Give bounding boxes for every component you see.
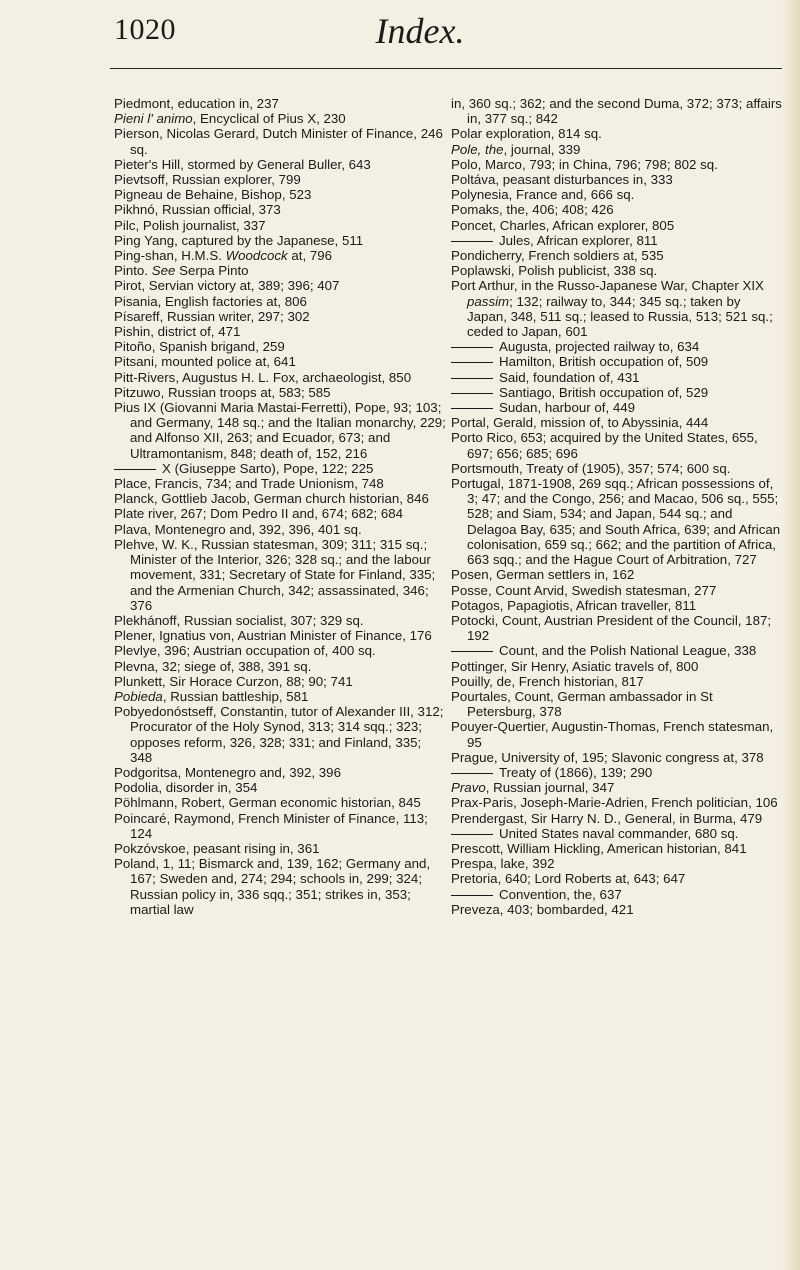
index-entry (114, 643, 446, 658)
index-entry (451, 339, 783, 354)
index-entry (114, 537, 446, 613)
index-references: , 1, 11; Bismarck and, 139, 162; Germany and, 167; Sweden and, 274; 294; schools in, 299; 324; Russian policy in, 336 sqq.; 351; strikes in, 353; martial law (130, 856, 431, 917)
index-entry (451, 218, 783, 233)
index-references: , tutor of Alexander III, 312; Procurator of the Holy Synod, 313; 314 sqq.; 323; opposes reform, 326, 328; 331; and Finland, 335; 348 (130, 704, 444, 765)
index-references: , African traveller, 811 (569, 597, 697, 613)
index-references: , 32; siege of, 388, 391 sq. (154, 658, 312, 674)
index-column-left (114, 96, 446, 917)
index-references: , mission of, to Abyssinia, 444 (533, 415, 709, 431)
index-entry (451, 750, 783, 765)
index-entry (451, 765, 783, 780)
index-entry (114, 324, 446, 339)
index-entry (114, 461, 446, 476)
index-heading: Porto Rico (451, 430, 514, 446)
index-entry (451, 689, 783, 719)
index-heading: Portsmouth (451, 460, 519, 476)
index-references: , 640; Lord Roberts at, 643; 647 (497, 871, 686, 887)
index-heading: Potagos, Papagiotis (451, 597, 570, 613)
index-entry (451, 887, 783, 902)
index-heading: Pokzóvskoe (114, 840, 186, 856)
index-entry (451, 674, 783, 689)
index-heading: Portugal (451, 476, 501, 492)
index-references: , Austrian Minister of Finance, 176 (230, 628, 432, 644)
index-references: , General, in Burma, 479 (617, 810, 763, 826)
index-references: , Montenegro and, 392, 396 (177, 764, 341, 780)
index-entry (114, 841, 446, 856)
ditto-dash (451, 362, 493, 363)
index-heading: Pinto. (114, 263, 152, 279)
index-heading: Plunkett, Sir Horace Curzon (114, 673, 279, 689)
index-heading: Posse, Count Arvid (451, 582, 565, 598)
index-entry (114, 811, 446, 841)
index-heading: Pierson, Nicolas Gerard (114, 126, 256, 142)
index-references: , peasant rising in, 361 (185, 840, 320, 856)
index-heading: Pobyedonóstseff, Constantin (114, 704, 284, 720)
index-entry (451, 187, 783, 202)
index-italic-text: Woodcock (225, 248, 288, 264)
index-entry (114, 354, 446, 369)
index-entry (114, 126, 446, 156)
index-heading: Polar exploration (451, 126, 551, 142)
ditto-dash (451, 834, 493, 835)
index-entry (451, 400, 783, 415)
index-heading: Pomaks (451, 202, 500, 218)
index-references: , French soldiers at, 535 (520, 248, 664, 264)
index-entry (451, 659, 783, 674)
index-references: , district of, 471 (150, 324, 241, 340)
index-entry (114, 522, 446, 537)
index-heading: Hamilton (499, 354, 552, 370)
index-heading: Ping-shan, H.M.S. (114, 248, 226, 264)
index-references: , 396; Austrian occupation of, 400 sq. (156, 643, 376, 659)
index-references: , Polish journalist, 337 (135, 217, 266, 233)
index-entry (451, 461, 783, 476)
index-entry (451, 354, 783, 369)
index-entry (451, 598, 783, 613)
index-references: , education in, 237 (170, 96, 279, 111)
index-heading: Písareff (114, 308, 160, 324)
index-entry (451, 476, 783, 567)
index-entry (114, 385, 446, 400)
ditto-dash (451, 773, 493, 774)
index-references: , German ambassador in St Petersburg, 378 (467, 688, 713, 720)
index-references: , foundation of, 431 (525, 369, 640, 385)
index-heading: Prague (451, 749, 494, 765)
index-entry (114, 233, 446, 248)
index-entry (451, 385, 783, 400)
index-references: , France and, 666 sq. (508, 187, 635, 203)
index-heading: Place, Francis (114, 476, 199, 492)
index-references: , Russian socialist, 307; 329 sq. (176, 612, 364, 628)
index-heading: Poland (114, 856, 156, 872)
index-entry (114, 187, 446, 202)
index-references: , harbour of, 449 (537, 400, 636, 416)
index-references: , American historian, 841 (600, 840, 747, 856)
index-heading: Plevlye (114, 643, 157, 659)
index-heading: Pitoño (114, 339, 152, 355)
index-heading: Prax-Paris, Joseph-Marie-Adrien (451, 795, 644, 811)
index-entry (451, 871, 783, 886)
index-heading: Poincaré, Raymond (114, 810, 231, 826)
index-heading: Port Arthur (451, 278, 514, 294)
index-heading: Said (499, 369, 526, 385)
index-references: , African explorer, 805 (545, 217, 675, 233)
ditto-dash (451, 408, 493, 409)
index-italic-text: passim (467, 293, 510, 309)
index-references: , Russian statesman, 309; 311; 315 sq.; Minister of the Interior, 326; 328 sq.; and the labour movement, 331; Secretary of State for Finland, 335; and the Armenian Church, 342; assassinated, 346; 376 (130, 536, 436, 613)
index-references: , French statesman, 95 (467, 719, 774, 750)
index-references: ; 132; railway to, 344; 345 sq.; taken by Japan, 348, 511 sq.; leased to Russia, 513; 521 sq.; ceded to Japan, 601 (467, 293, 773, 340)
index-heading: Sudan (499, 400, 538, 416)
index-references: Serpa Pinto (175, 263, 249, 279)
index-entry (114, 704, 446, 765)
index-heading: Pole, the (451, 141, 504, 157)
index-heading: Pravo (451, 780, 486, 796)
index-entry (451, 248, 783, 263)
index-entry (451, 96, 783, 126)
index-references: , 267; Dom Pedro II and, 674; 682; 684 (173, 506, 404, 522)
index-references: , German church historian, 846 (246, 491, 429, 507)
index-entry (451, 370, 783, 385)
index-heading: Planck, Gottlieb Jacob (114, 491, 247, 507)
index-references: , 653; acquired by the United States, 655, 697; 656; 685; 696 (467, 430, 758, 461)
ditto-dash (451, 651, 493, 652)
index-entry (114, 856, 446, 917)
index-references: , Asiatic travels of, 800 (565, 658, 699, 674)
index-entry (114, 309, 446, 324)
index-references: , Dutch Minister of Finance, 246 sq. (130, 126, 443, 157)
index-entry (114, 400, 446, 461)
index-references: at, 796 (287, 248, 333, 264)
index-references: , Russian battleship, 581 (162, 688, 309, 704)
index-references: , Pope, 122; 225 (275, 460, 374, 476)
index-heading: Pondicherry (451, 248, 521, 264)
index-entry (114, 218, 446, 233)
index-entry (451, 719, 783, 749)
index-entry (451, 613, 783, 643)
index-references: in, 360 sq.; 362; and the second Duma, 372; 373; affairs in, 377 sq.; 842 (451, 96, 782, 127)
index-references: , the, 406; 408; 426 (499, 202, 614, 218)
index-entry (114, 278, 446, 293)
index-entry (451, 826, 783, 841)
index-references: , Treaty of (1905), 357; 574; 600 sq. (519, 460, 731, 476)
index-entry (451, 172, 783, 187)
ditto-dash (451, 347, 493, 348)
index-heading: Plekhánoff (114, 612, 177, 628)
index-references: , captured by the Japanese, 511 (174, 232, 364, 248)
ditto-dash (451, 378, 493, 379)
index-references: , Spanish brigand, 259 (151, 339, 285, 355)
index-entry (114, 780, 446, 795)
index-entry (451, 567, 783, 582)
index-references: , Austrian President of the Council, 187; 192 (467, 612, 772, 644)
ditto-dash (451, 393, 493, 394)
index-references: , French historian, 817 (511, 673, 644, 689)
index-references: , and the Polish National League, 338 (534, 643, 757, 659)
index-heading: United States naval commander (499, 825, 688, 841)
ditto-dash (451, 895, 493, 896)
index-heading: Pishin (114, 324, 151, 340)
index-references: , stormed by General Buller, 643 (180, 156, 371, 172)
index-heading: Pitzuwo (114, 384, 161, 400)
index-entry (114, 370, 446, 385)
index-entry (451, 415, 783, 430)
index-heading: Potocki, Count (451, 612, 538, 628)
index-references: , Montenegro and, 392, 396, 401 sq. (147, 521, 362, 537)
index-entry (114, 795, 446, 810)
index-heading: Posen (451, 567, 489, 583)
index-entry (451, 795, 783, 810)
index-entry (451, 126, 783, 141)
index-references: , Russian writer, 297; 302 (159, 308, 310, 324)
index-heading: Prescott, William Hickling (451, 840, 601, 856)
index-entry (451, 902, 783, 917)
index-heading: Pouyer-Quertier, Augustin-Thomas (451, 719, 656, 735)
index-references: , British occupation of, 509 (551, 354, 709, 370)
index-references: , in the Russo-Japanese War, Chapter XIX (513, 278, 764, 294)
index-entry (114, 248, 446, 263)
index-references: , British occupation of, 529 (551, 384, 709, 400)
index-entry (114, 263, 446, 278)
index-heading: Pirot (114, 278, 142, 294)
index-heading: Ping Yang (114, 232, 175, 248)
index-entry (114, 294, 446, 309)
index-entry (114, 628, 446, 643)
index-entry (451, 811, 783, 826)
index-entry (114, 339, 446, 354)
index-heading: Pigneau de Behaine (114, 187, 234, 203)
index-references: , 814 sq. (550, 126, 602, 142)
index-heading: Prendergast, Sir Harry N. D. (451, 810, 618, 826)
page-edge-shadow (782, 0, 800, 1270)
index-entry (451, 233, 783, 248)
index-entry (451, 583, 783, 598)
index-entry (451, 142, 783, 157)
index-references: , 680 sq. (687, 825, 739, 841)
header-rule (110, 68, 782, 69)
index-entry (114, 202, 446, 217)
index-heading: Plava (114, 521, 148, 537)
index-heading: Poltáva (451, 172, 496, 188)
index-entry (451, 157, 783, 172)
index-references: , 734; and Trade Unionism, 748 (198, 476, 384, 492)
index-entry (114, 157, 446, 172)
index-heading: Poplawski (451, 263, 511, 279)
index-entry (114, 111, 446, 126)
index-entry (451, 841, 783, 856)
index-heading: Pottinger, Sir Henry (451, 658, 566, 674)
page-number: 1020 (114, 13, 176, 46)
index-heading: Count (499, 643, 535, 659)
index-column-right (451, 96, 783, 917)
index-italic-text: See (151, 263, 176, 279)
index-heading: Plevna (114, 658, 155, 674)
index-heading: Pilc (114, 217, 136, 233)
index-references: , Pope, 93; 103; and Germany, 148 sq.; and the Italian monarchy, 229; and Alfonso XII, 263; and Ecuador, 673; and Ultramontanism, 848; death of, 152, 216 (130, 400, 446, 461)
index-references: , African explorer, 811 (530, 232, 658, 248)
index-references: , 1871-1908, 269 sqq.; African possessions of, 3; 47; and the Congo, 256; and Macao, 506 sq., 555; 528; and Siam, 534; and Japan, 544 sq.; and Delagoa Bay, 635; and South Africa, 639; and African colonisation, 659 sq.; 662; and the partition of Africa, 663 sqq.; and the Hague Court of Arbitration, 727 (467, 476, 781, 568)
index-references: , French Minister of Finance, 113; 124 (130, 810, 428, 841)
index-references: , German economic historian, 845 (221, 795, 421, 811)
index-references: , 403; bombarded, 421 (499, 901, 634, 917)
index-entry (114, 659, 446, 674)
index-references: , Swedish statesman, 277 (564, 582, 717, 598)
index-heading: Pikhnó (114, 202, 155, 218)
ditto-dash (114, 469, 156, 470)
index-heading: Pieter's Hill (114, 156, 181, 172)
index-heading: Podgoritsa (114, 764, 178, 780)
index-heading: Preveza (451, 901, 500, 917)
running-head: Index. (375, 11, 465, 51)
index-heading: Pievtsoff (114, 172, 165, 188)
index-entry (451, 643, 783, 658)
index-heading: Augusta (499, 339, 548, 355)
index-references: , University of, 195; Slavonic congress at, 378 (493, 749, 764, 765)
index-references: , Russian troops at, 583; 585 (160, 384, 331, 400)
index-entry (114, 96, 446, 111)
index-heading: Pretoria (451, 871, 498, 887)
index-entry (114, 765, 446, 780)
index-heading: Piedmont (114, 96, 171, 111)
index-heading: Pobieda (114, 688, 163, 704)
index-heading: Podolia (114, 780, 159, 796)
index-references: , Russian explorer, 799 (164, 172, 301, 188)
index-references: , journal, 339 (503, 141, 581, 157)
index-references: , peasant disturbances in, 333 (495, 172, 673, 188)
index-heading: Plener, Ignatius von (114, 628, 231, 644)
index-entry (114, 674, 446, 689)
index-references: , 88; 90; 741 (278, 673, 353, 689)
index-heading: Portal, Gerald (451, 415, 534, 431)
index-heading: Pisania (114, 293, 158, 309)
ditto-dash (451, 241, 493, 242)
index-entry (451, 202, 783, 217)
index-references: , German settlers in, 162 (488, 567, 635, 583)
index-references: , Polish publicist, 338 sq. (510, 263, 658, 279)
index-heading: X (Giuseppe Sarto) (162, 460, 276, 476)
index-references: , projected railway to, 634 (547, 339, 700, 355)
index-entry (114, 689, 446, 704)
index-entry (114, 172, 446, 187)
index-entry (451, 780, 783, 795)
index-heading: Polo, Marco (451, 156, 522, 172)
index-entry (451, 278, 783, 339)
index-references: , archaeologist, 850 (295, 369, 412, 385)
index-heading: Plehve, W. K. (114, 536, 194, 552)
index-heading: Pieni l' animo (114, 111, 193, 127)
index-references: , 793; in China, 796; 798; 802 sq. (521, 156, 718, 172)
index-references: , the, 637 (566, 886, 622, 902)
index-heading: Pouilly, de (451, 673, 512, 689)
index-heading: Jules (499, 232, 531, 248)
index-entry (451, 856, 783, 871)
index-references: , English factories at, 806 (157, 293, 307, 309)
index-heading: Polynesia (451, 187, 509, 203)
index-entry (114, 506, 446, 521)
index-heading: Pöhlmann, Robert (114, 795, 222, 811)
index-heading: Prespa (451, 856, 494, 872)
index-entry (114, 613, 446, 628)
index-heading: Plate river (114, 506, 174, 522)
index-references: , Encyclical of Pius X, 230 (192, 111, 346, 127)
index-heading: Convention (499, 886, 567, 902)
index-heading: Pourtales, Count (451, 688, 551, 704)
index-heading: Treaty of (1866) (499, 764, 594, 780)
index-heading: Pius IX (Giovanni Maria Mastai-Ferretti) (114, 400, 348, 416)
index-entry (114, 491, 446, 506)
index-references: , Russian official, 373 (154, 202, 281, 218)
index-references: , 139; 290 (593, 764, 653, 780)
index-references: , mounted police at, 641 (153, 354, 296, 370)
index-references: , disorder in, 354 (158, 780, 258, 796)
index-references: , Bishop, 523 (233, 187, 312, 203)
index-heading: Pitsani (114, 354, 154, 370)
index-heading: Pitt-Rivers, Augustus H. L. Fox (114, 369, 296, 385)
index-heading: Poncet, Charles (451, 217, 546, 233)
index-references: , lake, 392 (493, 856, 555, 872)
index-entry (451, 263, 783, 278)
index-references: , Servian victory at, 389; 396; 407 (141, 278, 340, 294)
index-references: , French politician, 106 (643, 795, 778, 811)
index-entry (451, 430, 783, 460)
index-heading: Santiago (499, 384, 552, 400)
index-references: , Russian journal, 347 (485, 780, 615, 796)
index-entry (114, 476, 446, 491)
